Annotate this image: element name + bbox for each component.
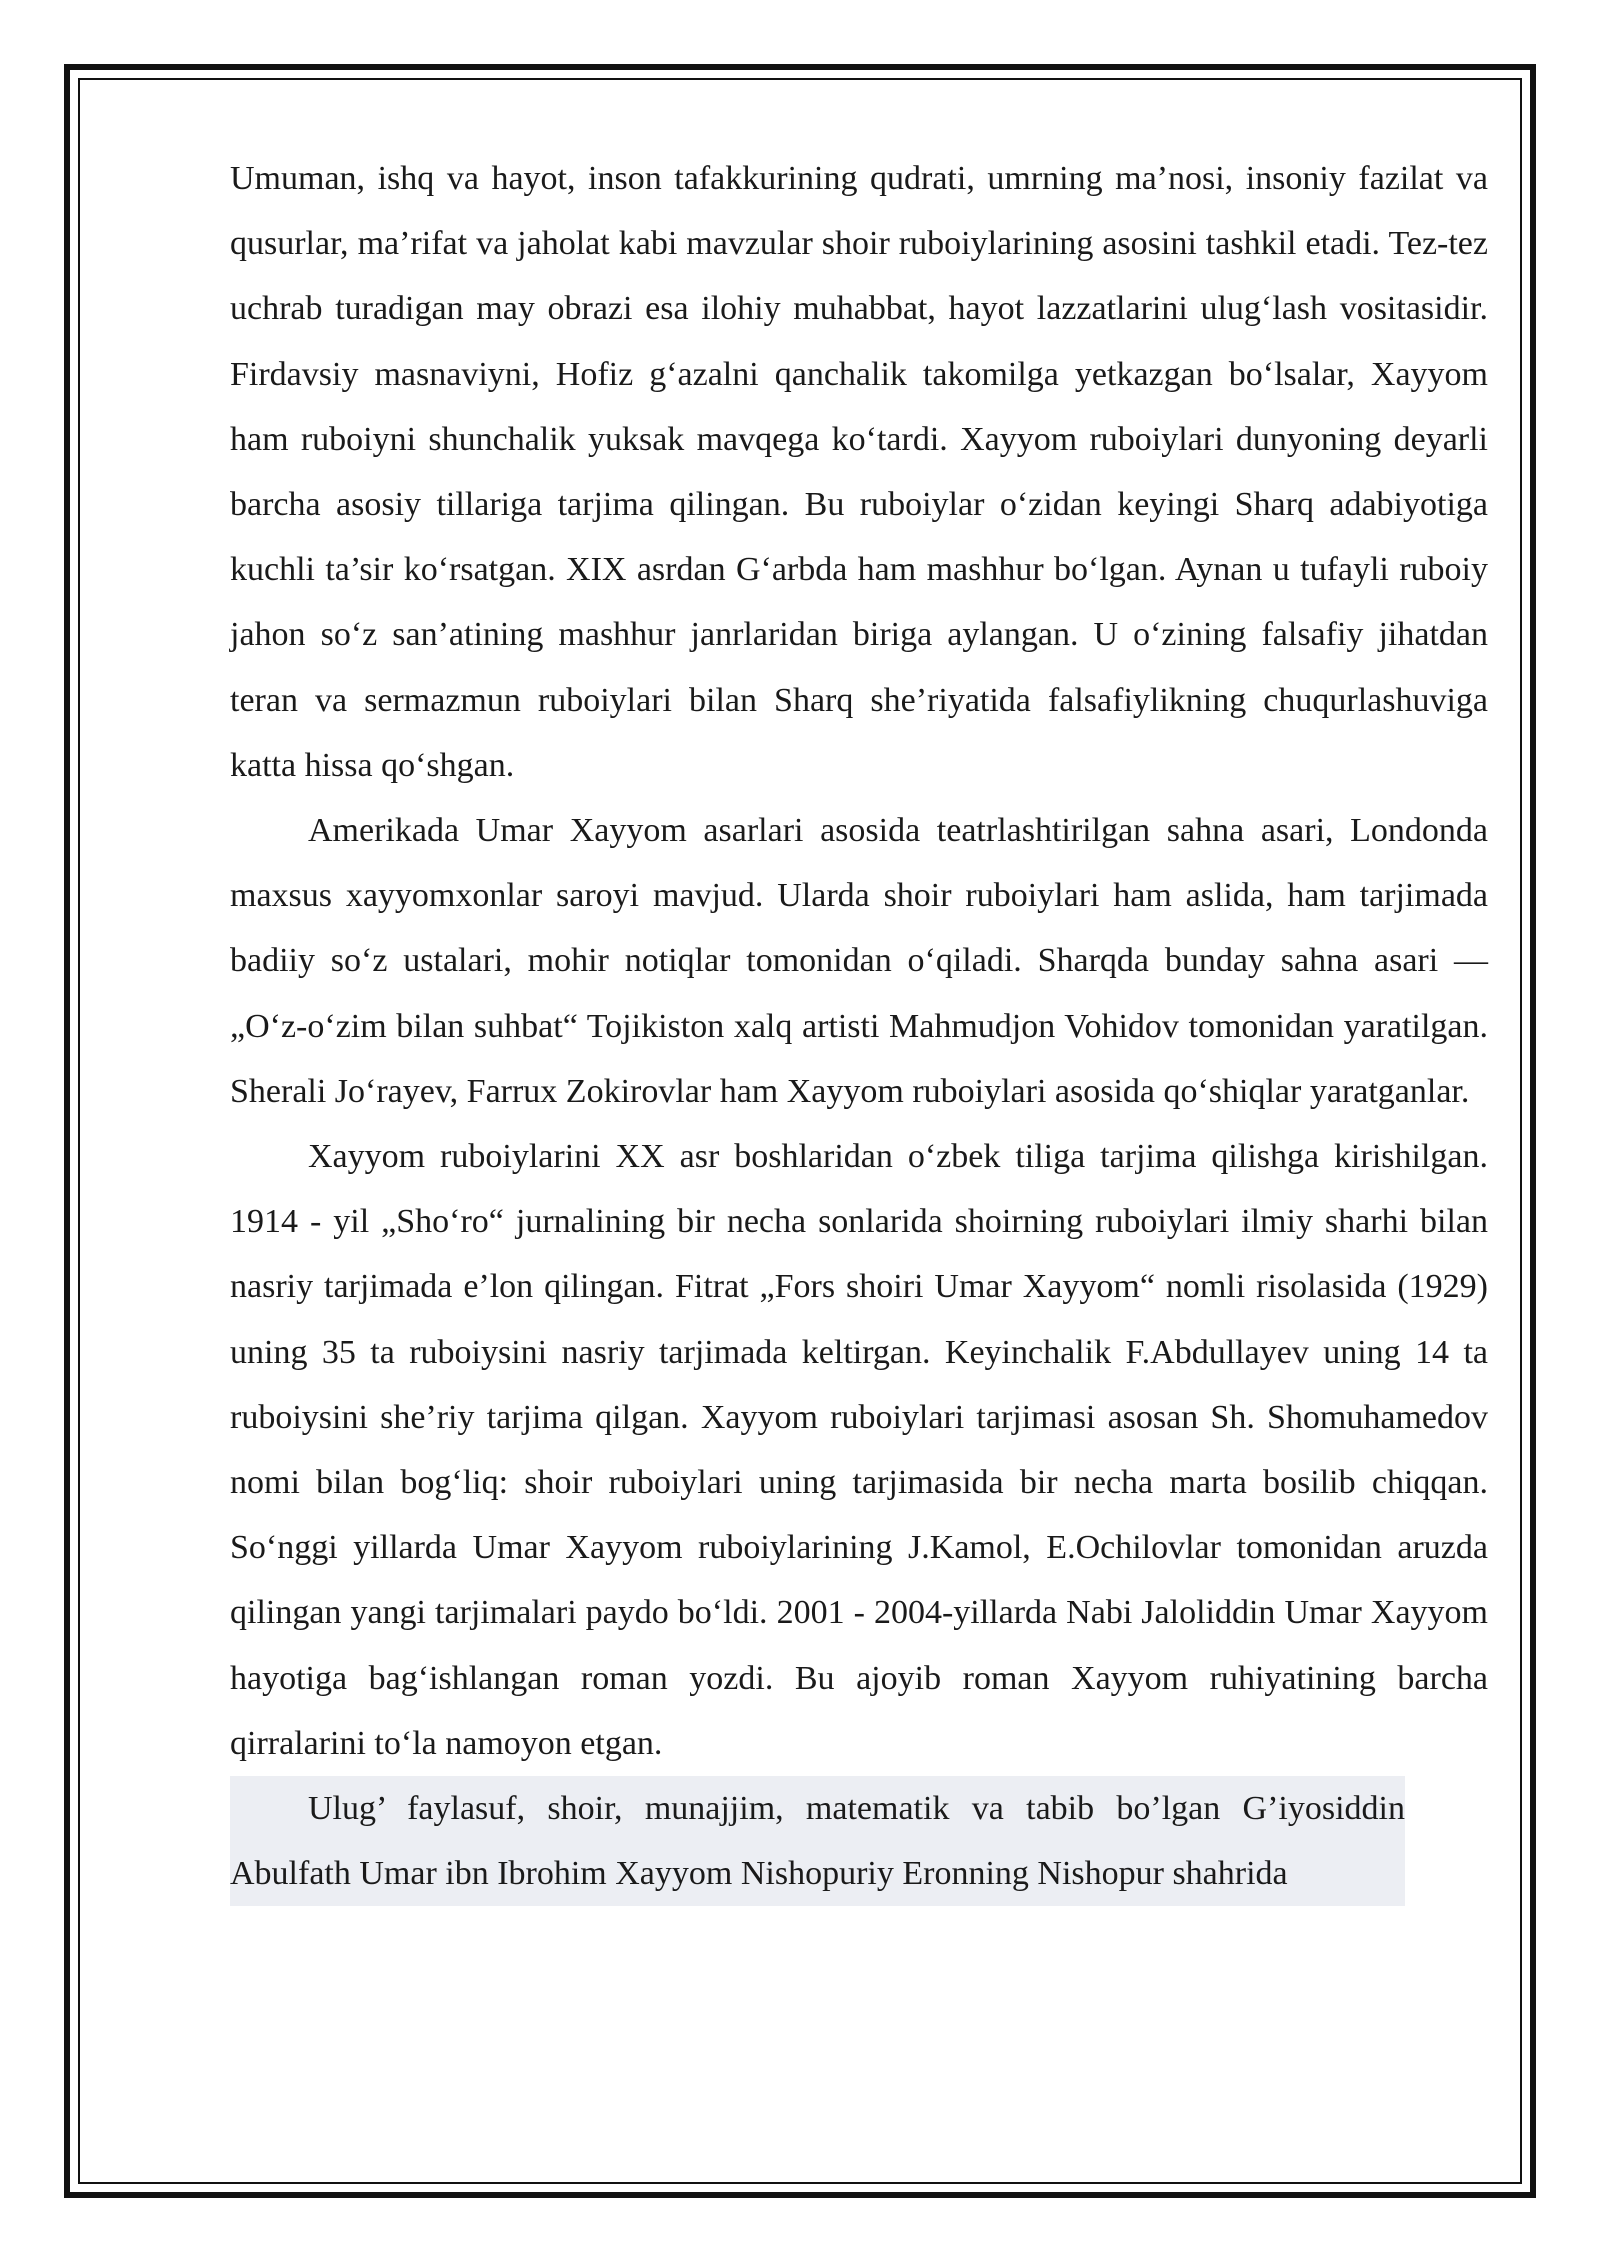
paragraph-uzbek-translations: Xayyom ruboiylarini XX asr boshlaridan o‘zbek tiliga tarjima qilishga kirishilgan. 1914 - yil „Sho‘ro“ jurnalining bir necha sonlarida shoirning ruboiylari ilmiy sharhi bilan nasriy tarjimada e’lon qilingan. Fitrat „Fors shoiri Umar Xayyom“ nomli risolasida (1929) uning 35 ta ruboiysini nasriy tarjimada keltirgan. Keyinchalik F.Abdullayev uning 14 ta ruboiysini she’riy tarjima qilgan. Xayyom ruboiylari tarjimasi asosan Sh. Shomuhamedov nomi bilan bog‘liq: shoir ruboiylari uning tarjimasida bir necha marta bosilib chiqqan. So‘nggi yillarda Umar Xayyom ruboiylarining J.Kamol, E.Ochilovlar tomonidan aruzda qilingan yangi tarjimalari paydo bo‘ldi. 2001 - 2004-yillarda Nabi Jaloliddin Umar Xayyom hayotiga bag‘ishlangan roman yozdi. Bu ajoyib roman Xayyom ruhiyatining barcha qirralarini to‘la namoyon etgan.: [230, 1138, 1488, 1762]
paragraph-biography-start: Ulug’ faylasuf, shoir, munajjim, matematik va tabib bo’lgan G’iyosiddin Abulfath Umar ibn Ibrohim Xayyom Nishopuriy Eronning Nishopur shahrida: [230, 1776, 1405, 1906]
paragraph-rubaiyat-themes: Umuman, ishq va hayot, inson tafakkurining qudrati, umrning ma’nosi, insoniy fazilat va qusurlar, ma’rifat va jaholat kabi mavzular shoir ruboiylarining asosini tashkil etadi. Tez-tez uchrab turadigan may obrazi esa ilohiy muhabbat, hayot lazzatlarini ulug‘lash vositasidir. Firdavsiy masnaviyni, Hofiz g‘azalni qanchalik takomilga yetkazgan bo‘lsalar, Xayyom ham ruboiyni shunchalik yuksak mavqega ko‘tardi. Xayyom ruboiylari dunyoning deyarli barcha asosiy tillariga tarjima qilingan. Bu ruboiylar o‘zidan keyingi Sharq adabiyotiga kuchli ta’sir ko‘rsatgan. XIX asrdan G‘arbda ham mashhur bo‘lgan. Aynan u tufayli ruboiy jahon so‘z san’atining mashhur janrlaridan biriga aylangan. U o‘zining falsafiy jihatdan teran va sermazmun ruboiylari bilan Sharq she’riyatida falsafiylikning chuqurlashuviga katta hissa qo‘shgan.: [230, 160, 1488, 784]
document-body: [230, 146, 1488, 1906]
paragraph-stage-adaptations: Amerikada Umar Xayyom asarlari asosida teatrlashtirilgan sahna asari, Londonda maxsus xayyomxonlar saroyi mavjud. Ularda shoir ruboiylari ham aslida, ham tarjimada badiiy so‘z ustalari, mohir notiqlar tomonidan o‘qiladi. Sharqda bunday sahna asari — „O‘z-o‘zim bilan suhbat“ Tojikiston xalq artisti Mahmudjon Vohidov tomonidan yaratilgan. Sherali Jo‘rayev, Farrux Zokirovlar ham Xayyom ruboiylari asosida qo‘shiqlar yaratganlar.: [230, 812, 1488, 1110]
